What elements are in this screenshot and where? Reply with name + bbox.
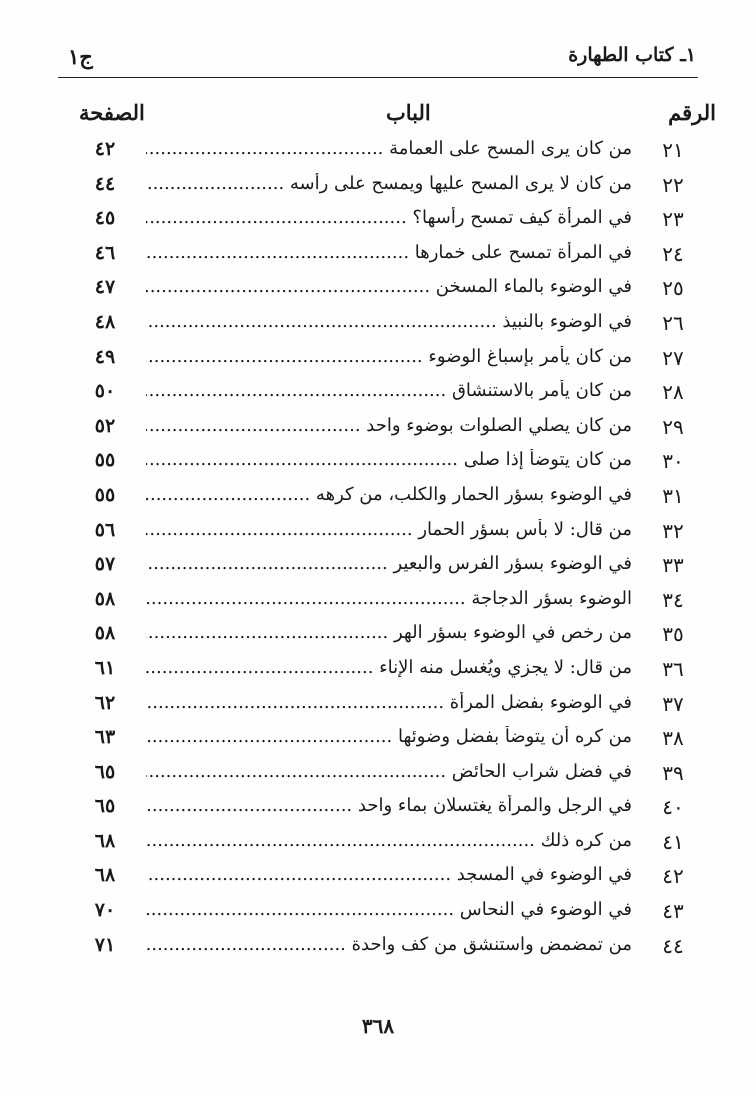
entry-page: ٥٨: [94, 622, 116, 645]
toc-row: [0, 791, 756, 826]
entry-page: ٧١: [94, 933, 116, 956]
entry-title: من رخص في الوضوء بسؤر الهر .....: [146, 622, 632, 650]
entry-title: في الوضوء بالنبيذ .....: [146, 311, 632, 339]
entry-number: ٤١: [662, 829, 684, 854]
toc-row: [0, 376, 756, 411]
toc-row: [0, 272, 756, 307]
entry-number: ٢٥: [662, 276, 684, 301]
toc-row: [0, 445, 756, 480]
entry-title: في الوضوء بفضل المرأة .....: [146, 692, 632, 720]
toc-row: [0, 480, 756, 515]
entry-page: ٦١: [94, 656, 116, 679]
entry-number: ٢٨: [662, 380, 684, 405]
toc-row: [0, 134, 756, 169]
volume-label: ج١: [68, 44, 93, 69]
entry-number: ٤٣: [662, 899, 684, 924]
entry-page: ٤٥: [94, 207, 116, 230]
entry-title: في الوضوء بسؤر الفرس والبعير .....: [146, 553, 632, 581]
toc-row: [0, 515, 756, 550]
column-header-number: الرقم: [668, 100, 716, 125]
entry-page: ٦٨: [94, 829, 116, 852]
entry-page: ٤٤: [94, 172, 116, 195]
entry-title: في الرجل والمرأة يغتسلان بماء واحد .....: [146, 795, 632, 823]
entry-page: ٦٣: [94, 726, 116, 749]
entry-title: في الوضوء بسؤر الحمار والكلب، من كرهه .....: [146, 484, 632, 512]
entry-page: ٤٨: [94, 310, 116, 333]
entry-page: ٥٨: [94, 587, 116, 610]
entry-title: من كان يتوضأ إذا صلى .....: [146, 449, 632, 477]
page-number: ٣٦٨: [361, 1014, 395, 1038]
entry-title: في الوضوء في النحاس .....: [146, 899, 632, 927]
toc-row: [0, 930, 756, 965]
entry-number: ٣٢: [662, 518, 684, 543]
toc-row: [0, 411, 756, 446]
entry-number: ٢١: [662, 138, 684, 162]
entry-title: من قال: لا يجزي ويُغسل منه الإناء .....: [146, 657, 632, 685]
entry-title: من كان لا يرى المسح عليها ويمسح على رأسه .....: [146, 173, 632, 201]
entry-title: في الوضوء بالماء المسخن .....: [146, 276, 632, 304]
entry-number: ٤٠: [662, 795, 684, 820]
entry-title: من كان يأمر بالاستنشاق .....: [146, 380, 632, 408]
column-header-page: الصفحة: [79, 100, 145, 125]
entry-number: ٣٨: [662, 726, 684, 751]
entry-number: ٣٤: [662, 587, 684, 612]
entry-number: ٣٩: [662, 760, 684, 785]
entry-page: ٥٠: [94, 380, 116, 403]
entry-page: ٧٠: [94, 899, 116, 922]
entry-title: من تمضمض واستنشق من كف واحدة .....: [146, 934, 632, 962]
toc-row: [0, 307, 756, 342]
entry-number: ٤٢: [662, 864, 684, 889]
entry-page: ٥٥: [94, 483, 116, 506]
toc-row: [0, 826, 756, 861]
entry-page: ٥٢: [94, 414, 116, 437]
toc-row: [0, 584, 756, 619]
entry-title: من كان يأمر بإسباغ الوضوء .....: [146, 346, 632, 374]
toc-row: [0, 895, 756, 930]
running-header: [60, 40, 696, 80]
toc-row: [0, 618, 756, 653]
toc-row: [0, 169, 756, 204]
toc-row: [0, 549, 756, 584]
entry-number: ٢٧: [662, 345, 684, 370]
entry-number: ٢٢: [662, 172, 684, 197]
entry-title: الوضوء بسؤر الدجاجة .....: [146, 588, 632, 616]
entry-page: ٤٢: [94, 138, 116, 160]
header-rule: [58, 77, 698, 78]
entry-number: ٣٥: [662, 622, 684, 647]
entry-number: ٢٦: [662, 310, 684, 335]
entry-number: ٣١: [662, 483, 684, 508]
entry-number: ٣٦: [662, 656, 684, 681]
entry-page: ٤٩: [94, 345, 116, 368]
entry-page: ٦٨: [94, 864, 116, 887]
entry-title: في المرأة كيف تمسح رأسها؟ .....: [146, 207, 632, 235]
toc-row: [0, 757, 756, 792]
toc-row: [0, 238, 756, 273]
toc-row: [0, 860, 756, 895]
toc-row: [0, 688, 756, 723]
toc-row: [0, 653, 756, 688]
entry-page: ٦٢: [94, 691, 116, 714]
entry-number: ٣٣: [662, 553, 684, 578]
toc-row: [0, 722, 756, 757]
toc-list: [0, 134, 756, 964]
entry-title: من كره ذلك .....: [146, 830, 632, 858]
toc-row: [0, 203, 756, 238]
entry-number: ٢٤: [662, 241, 684, 266]
entry-title: من كره أن يتوضأ بفضل وضوئها .....: [146, 726, 632, 754]
entry-number: ٣٠: [662, 449, 684, 474]
entry-title: من قال: لا بأس بسؤر الحمار .....: [146, 519, 632, 547]
entry-number: ٣٧: [662, 691, 684, 716]
entry-title: في المرأة تمسح على خمارها .....: [146, 242, 632, 270]
entry-title: من كان يرى المسح على العمامة .....: [146, 138, 632, 166]
entry-page: ٦٥: [94, 795, 116, 818]
entry-page: ٥٦: [94, 518, 116, 541]
entry-page: ٥٧: [94, 553, 116, 576]
toc-row: [0, 342, 756, 377]
entry-page: ٤٦: [94, 241, 116, 264]
column-header-chapter: الباب: [386, 100, 431, 125]
entry-title: في فضل شراب الحائض .....: [146, 761, 632, 789]
entry-number: ٢٩: [662, 414, 684, 439]
entry-page: ٦٥: [94, 760, 116, 783]
entry-number: ٢٣: [662, 207, 684, 232]
entry-page: ٥٥: [94, 449, 116, 472]
entry-title: من كان يصلي الصلوات بوضوء واحد .....: [146, 415, 632, 443]
entry-title: في الوضوء في المسجد .....: [146, 864, 632, 892]
running-title: ١ـ كتاب الطهارة: [568, 44, 696, 66]
entry-number: ٤٤: [662, 933, 684, 958]
entry-page: ٤٧: [94, 276, 116, 299]
